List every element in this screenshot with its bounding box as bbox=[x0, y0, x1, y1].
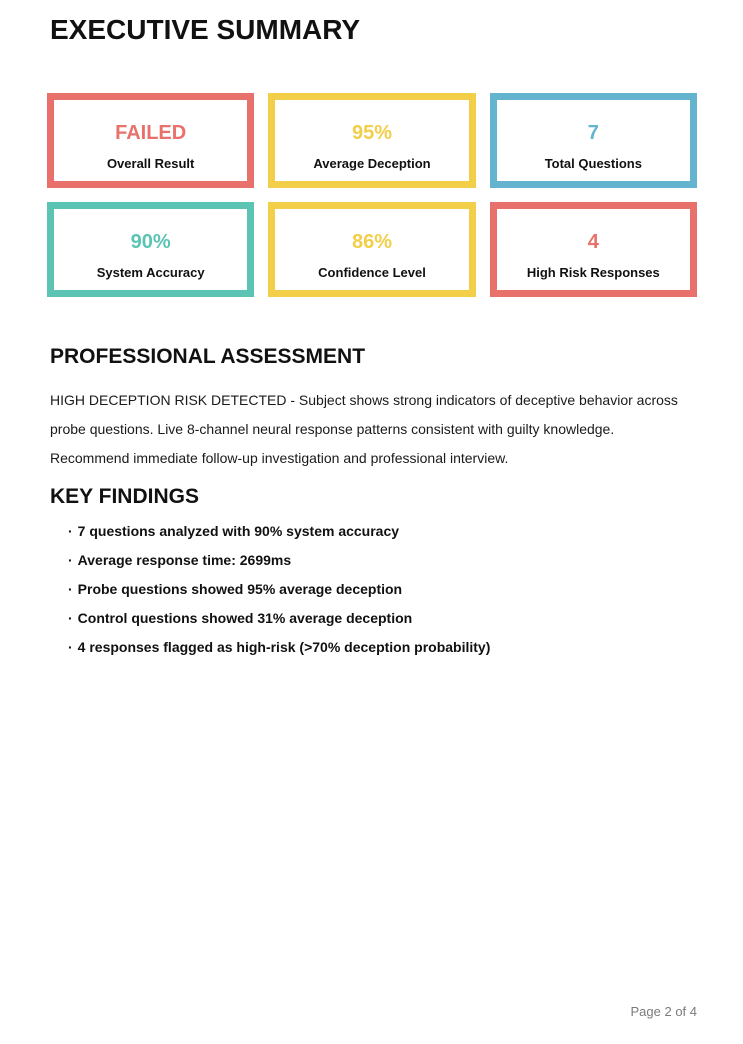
stat-card-total-questions bbox=[490, 93, 697, 188]
stat-label: Confidence Level bbox=[318, 265, 426, 280]
stat-card-average-deception bbox=[268, 93, 475, 188]
stat-card-high-risk-responses bbox=[490, 202, 697, 297]
stat-label: High Risk Responses bbox=[526, 265, 660, 280]
findings-list bbox=[68, 523, 697, 655]
stat-value: FAILED bbox=[115, 122, 187, 144]
stat-card-system-accuracy bbox=[47, 202, 254, 297]
bullet-icon: · bbox=[68, 552, 73, 568]
stat-label: System Accuracy bbox=[96, 265, 205, 280]
bullet-icon: · bbox=[68, 581, 73, 597]
page-number: Page 2 of 4 bbox=[630, 1004, 697, 1019]
stat-label: Average Deception bbox=[313, 156, 431, 171]
stat-value: 95% bbox=[351, 122, 392, 144]
findings-heading: KEY FINDINGS bbox=[50, 485, 199, 508]
stat-card-confidence-level bbox=[268, 202, 475, 297]
bullet-icon: · bbox=[68, 639, 73, 655]
bullet-icon: · bbox=[68, 610, 73, 626]
stat-value: 4 bbox=[587, 231, 599, 253]
finding-text: 4 responses flagged as high-risk (>70% deception probability) bbox=[77, 639, 491, 655]
finding-text: 7 questions analyzed with 90% system accuracy bbox=[77, 523, 400, 539]
finding-item bbox=[68, 581, 697, 597]
assessment-body-text: HIGH DECEPTION RISK DETECTED - Subject shows strong indicators of deceptive behavior across probe questions. Live 8-channel neural response patterns consistent with guilty knowledge. Recommend immediate follow-up investigation and professional interview. bbox=[50, 392, 678, 466]
finding-item bbox=[68, 552, 697, 568]
bullet-icon: · bbox=[68, 523, 73, 539]
finding-text: Control questions showed 31% average deception bbox=[77, 610, 413, 626]
stat-value: 90% bbox=[130, 231, 171, 253]
finding-text: Probe questions showed 95% average deception bbox=[77, 581, 403, 597]
finding-item bbox=[68, 639, 697, 655]
assessment-heading: PROFESSIONAL ASSESSMENT bbox=[50, 345, 366, 368]
stat-label: Total Questions bbox=[544, 156, 642, 171]
finding-text: Average response time: 2699ms bbox=[77, 552, 292, 568]
stat-value: 7 bbox=[587, 122, 599, 144]
stat-card-overall-result bbox=[47, 93, 254, 188]
stat-cards-grid bbox=[47, 93, 697, 297]
finding-item bbox=[68, 523, 697, 539]
stat-value: 86% bbox=[351, 231, 392, 253]
finding-item bbox=[68, 610, 697, 626]
page-title: EXECUTIVE SUMMARY bbox=[50, 14, 361, 45]
stat-label: Overall Result bbox=[106, 156, 195, 171]
